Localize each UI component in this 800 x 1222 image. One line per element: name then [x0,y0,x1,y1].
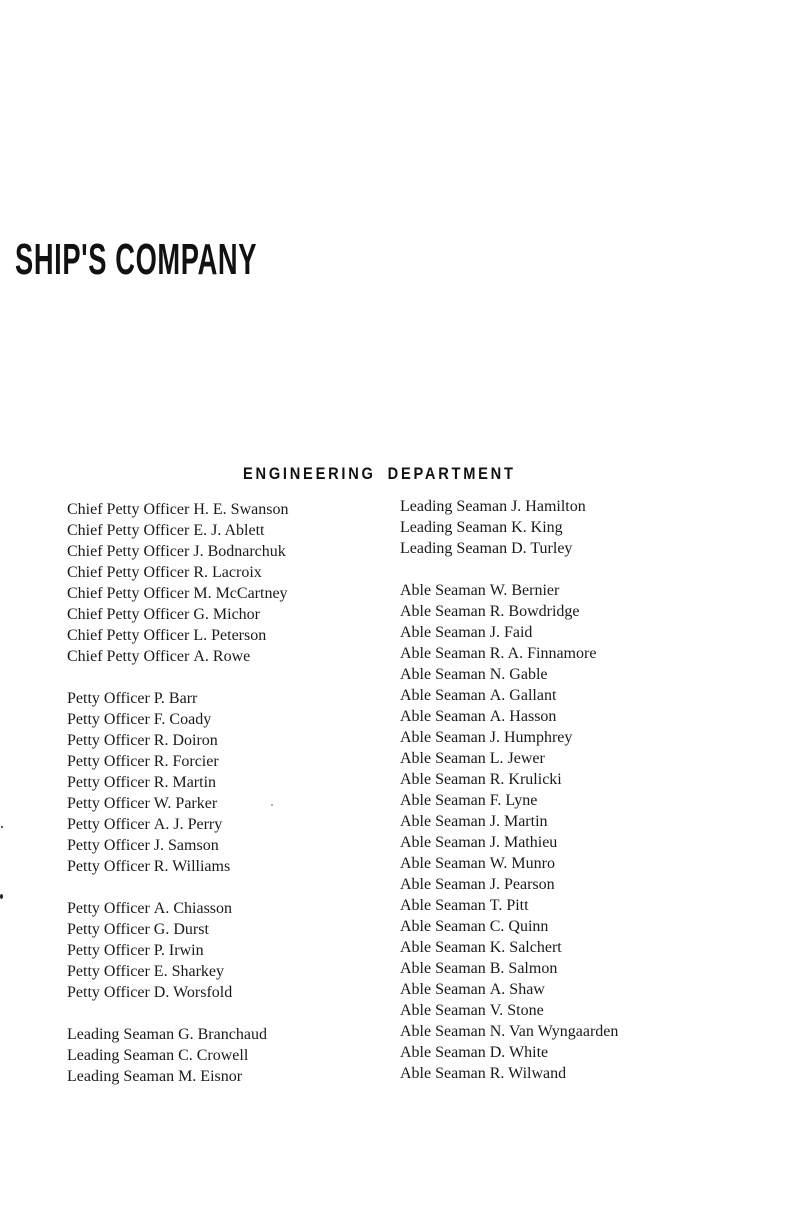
roster-entry [400,1063,618,1084]
rank-label: Leading Seaman [67,1047,175,1064]
roster-entry [67,961,288,982]
person-name: R. Krulicki [489,771,562,788]
roster-entry [67,856,288,877]
roster-entry [400,664,618,685]
person-name: N. Van Wyngaarden [489,1023,619,1040]
rank-label: Able Seaman [400,792,486,809]
roster-entry [67,1066,288,1087]
roster-entry [400,769,618,790]
person-name: J. Samson [153,837,219,854]
rank-label: Petty Officer [67,921,150,938]
rank-label: Petty Officer [67,816,150,833]
rank-label: Able Seaman [400,708,486,725]
roster-entry [400,580,618,601]
rank-label: Able Seaman [400,960,486,977]
person-name: R. Forcier [153,753,219,770]
rank-group [400,496,618,559]
roster-entry [400,958,618,979]
person-name: N. Gable [489,666,548,683]
roster-entry [67,919,288,940]
rank-label: Able Seaman [400,687,486,704]
rank-group [400,580,618,1084]
person-name: B. Salmon [489,960,558,977]
person-name: T. Pitt [489,897,529,914]
roster-entry [400,517,618,538]
rank-label: Petty Officer [67,711,150,728]
roster-entry [67,793,288,814]
person-name: W. Parker [153,795,218,812]
person-name: J. Faid [489,624,533,641]
roster-entry [400,811,618,832]
roster-entry [67,520,288,541]
rank-label: Able Seaman [400,1023,486,1040]
rank-label: Petty Officer [67,732,150,749]
rank-label: Able Seaman [400,729,486,746]
rank-label: Chief Petty Officer [67,501,190,518]
person-name: W. Munro [489,855,555,872]
roster-entry [67,646,288,667]
roster-entry [400,622,618,643]
person-name: D. White [489,1044,549,1061]
rank-label: Petty Officer [67,795,150,812]
roster-entry [67,625,288,646]
person-name: M. Eisnor [178,1068,243,1085]
roster-entry [400,538,618,559]
roster-entry [400,685,618,706]
rank-label: Chief Petty Officer [67,543,190,560]
rank-label: Petty Officer [67,963,150,980]
roster-entry [67,709,288,730]
person-name: D. Turley [511,540,573,557]
person-name: J. Pearson [489,876,555,893]
rank-label: Able Seaman [400,1065,486,1082]
person-name: L. Jewer [489,750,545,767]
roster-entry [400,706,618,727]
person-name: L. Peterson [193,627,267,644]
rank-label: Leading Seaman [400,498,508,515]
person-name: P. Barr [153,690,198,707]
roster-entry [400,874,618,895]
rank-label: Chief Petty Officer [67,564,190,581]
rank-label: Chief Petty Officer [67,585,190,602]
person-name: E. J. Ablett [193,522,265,539]
rank-label: Able Seaman [400,876,486,893]
rank-label: Able Seaman [400,750,486,767]
roster-entry [400,496,618,517]
rank-label: Chief Petty Officer [67,606,190,623]
rank-label: Able Seaman [400,897,486,914]
person-name: R. Williams [153,858,231,875]
rank-group [67,1024,288,1087]
rank-label: Able Seaman [400,1044,486,1061]
rank-label: Petty Officer [67,984,150,1001]
rank-label: Chief Petty Officer [67,648,190,665]
roster-entry [400,937,618,958]
roster-entry [400,1042,618,1063]
rank-label: Leading Seaman [67,1068,175,1085]
rank-label: Able Seaman [400,645,486,662]
department-heading-word: ENGINEERING [243,464,376,483]
roster-entry [400,643,618,664]
person-name: D. Worsfold [153,984,233,1001]
person-name: V. Stone [489,1002,544,1019]
person-name: J. Hamilton [511,498,586,515]
roster-entry [67,772,288,793]
rank-label: Able Seaman [400,855,486,872]
right-roster-column [400,496,618,1105]
roster-entry [67,1045,288,1066]
rank-label: Able Seaman [400,771,486,788]
roster-entry [400,832,618,853]
roster-entry [67,541,288,562]
person-name: A. Rowe [193,648,251,665]
rank-label: Petty Officer [67,942,150,959]
rank-label: Petty Officer [67,858,150,875]
scan-speck [271,804,273,806]
roster-entry [400,895,618,916]
person-name: G. Branchaud [178,1026,267,1043]
roster-entry [400,727,618,748]
rank-label: Petty Officer [67,690,150,707]
person-name: R. A. Finnamore [489,645,597,662]
person-name: G. Michor [193,606,260,623]
rank-label: Able Seaman [400,981,486,998]
roster-entry [67,730,288,751]
person-name: P. Irwin [153,942,204,959]
rank-label: Able Seaman [400,813,486,830]
roster-entry [400,916,618,937]
rank-label: Able Seaman [400,918,486,935]
person-name: R. Lacroix [193,564,262,581]
person-name: E. Sharkey [153,963,224,980]
rank-label: Chief Petty Officer [67,627,190,644]
person-name: A. Shaw [489,981,545,998]
roster-entry [67,982,288,1003]
rank-label: Petty Officer [67,900,150,917]
roster-entry [400,979,618,1000]
roster-entry [67,604,288,625]
person-name: K. Salchert [489,939,562,956]
rank-label: Petty Officer [67,837,150,854]
rank-label: Leading Seaman [400,519,508,536]
person-name: A. Chiasson [153,900,233,917]
person-name: C. Quinn [489,918,549,935]
roster-entry [67,499,288,520]
roster-entry [400,601,618,622]
rank-label: Able Seaman [400,603,486,620]
person-name: C. Crowell [178,1047,249,1064]
roster-entry [400,748,618,769]
person-name: R. Wilwand [489,1065,567,1082]
person-name: R. Doiron [153,732,218,749]
roster-entry [67,814,288,835]
person-name: A. J. Perry [153,816,223,833]
person-name: J. Mathieu [489,834,558,851]
scan-speck [1,826,3,828]
roster-entry [400,790,618,811]
person-name: R. Bowdridge [489,603,580,620]
roster-entry [67,688,288,709]
scan-speck [0,894,3,899]
rank-label: Able Seaman [400,1002,486,1019]
person-name: K. King [511,519,563,536]
rank-label: Chief Petty Officer [67,522,190,539]
person-name: F. Lyne [489,792,538,809]
roster-entry [67,583,288,604]
rank-label: Able Seaman [400,666,486,683]
roster-entry [67,562,288,583]
roster-entry [67,1024,288,1045]
person-name: J. Bodnarchuk [193,543,286,560]
person-name: H. E. Swanson [193,501,289,518]
roster-entry [67,835,288,856]
page-title: SHIP'S COMPANY [15,235,258,284]
rank-group [67,898,288,1003]
department-heading-word: DEPARTMENT [387,464,516,483]
rank-group [67,688,288,877]
person-name: F. Coady [153,711,212,728]
roster-entry [67,751,288,772]
roster-entry [67,898,288,919]
rank-label: Leading Seaman [400,540,508,557]
rank-label: Petty Officer [67,774,150,791]
rank-label: Leading Seaman [67,1026,175,1043]
roster-entry [400,1000,618,1021]
person-name: R. Martin [153,774,217,791]
person-name: J. Humphrey [489,729,573,746]
left-roster-column [67,499,288,1108]
person-name: W. Bernier [489,582,560,599]
person-name: J. Martin [489,813,548,830]
person-name: A. Gallant [489,687,557,704]
rank-label: Able Seaman [400,582,486,599]
roster-entry [400,853,618,874]
rank-label: Able Seaman [400,624,486,641]
rank-group [67,499,288,667]
roster-entry [67,940,288,961]
person-name: M. McCartney [193,585,288,602]
person-name: A. Hasson [489,708,557,725]
rank-label: Able Seaman [400,834,486,851]
department-heading [243,463,516,485]
roster-entry [400,1021,618,1042]
rank-label: Able Seaman [400,939,486,956]
person-name: G. Durst [153,921,209,938]
rank-label: Petty Officer [67,753,150,770]
